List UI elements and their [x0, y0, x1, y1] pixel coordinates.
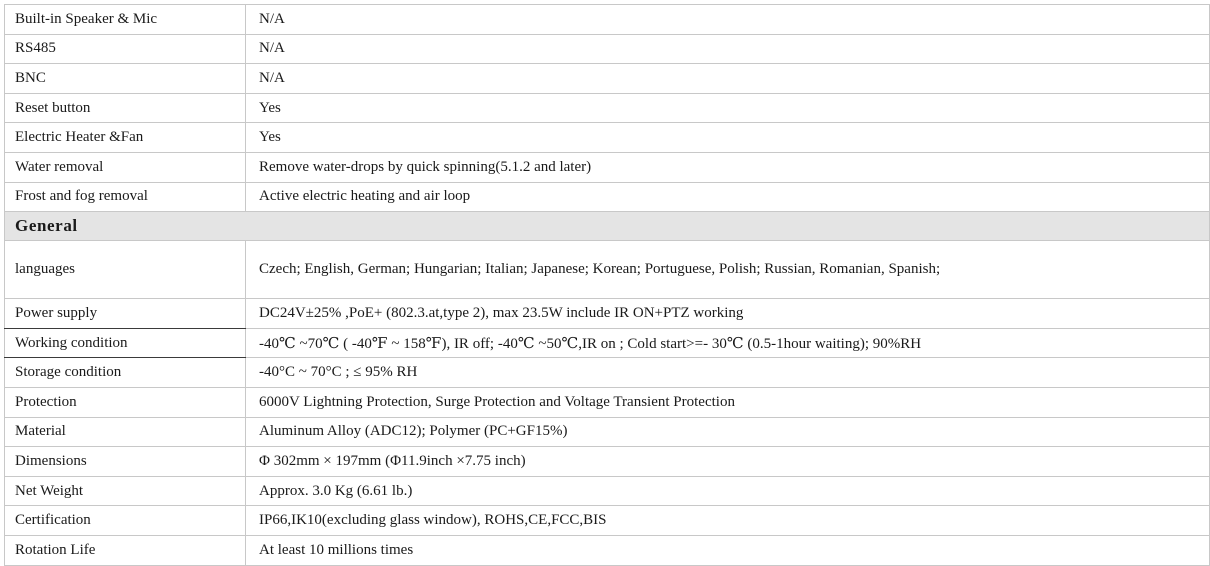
spec-label: Material: [5, 417, 246, 447]
section-title: General: [5, 212, 1210, 241]
table-row: [5, 447, 1210, 477]
table-row: [5, 417, 1210, 447]
spec-value: N/A: [246, 64, 1210, 94]
spec-label: BNC: [5, 64, 246, 94]
spec-value: Czech; English, German; Hungarian; Italian; Japanese; Korean; Portuguese, Polish; Russian, Romanian, Spanish;: [246, 241, 1210, 299]
spec-label: Net Weight: [5, 476, 246, 506]
spec-value: Active electric heating and air loop: [246, 182, 1210, 212]
table-row: [5, 123, 1210, 153]
spec-value: At least 10 millions times: [246, 535, 1210, 565]
spec-label: Dimensions: [5, 447, 246, 477]
spec-value: Remove water-drops by quick spinning(5.1.2 and later): [246, 152, 1210, 182]
spec-label: Rotation Life: [5, 535, 246, 565]
table-row: [5, 64, 1210, 94]
table-row: [5, 34, 1210, 64]
spec-value: -40℃ ~70℃ ( -40℉ ~ 158℉), IR off; -40℃ ~50℃,IR on ; Cold start>=- 30℃ (0.5-1hour waiting); 90%RH: [246, 328, 1210, 358]
table-row: [5, 93, 1210, 123]
table-row: [5, 476, 1210, 506]
spec-value: IP66,IK10(excluding glass window), ROHS,CE,FCC,BIS: [246, 506, 1210, 536]
spec-table: [4, 4, 1210, 566]
spec-value: -40°C ~ 70°C ; ≤ 95% RH: [246, 358, 1210, 388]
spec-value: Approx. 3.0 Kg (6.61 lb.): [246, 476, 1210, 506]
spec-label: Power supply: [5, 299, 246, 329]
spec-label: RS485: [5, 34, 246, 64]
section-header-row: [5, 212, 1210, 241]
table-row: [5, 182, 1210, 212]
spec-label: Reset button: [5, 93, 246, 123]
table-row: [5, 241, 1210, 299]
table-row: [5, 299, 1210, 329]
spec-value: N/A: [246, 34, 1210, 64]
spec-value: N/A: [246, 5, 1210, 35]
spec-value: DC24V±25% ,PoE+ (802.3.at,type 2), max 23.5W include IR ON+PTZ working: [246, 299, 1210, 329]
spec-value: Φ 302mm × 197mm (Φ11.9inch ×7.75 inch): [246, 447, 1210, 477]
spec-label: Electric Heater &Fan: [5, 123, 246, 153]
table-row: [5, 152, 1210, 182]
spec-label: Protection: [5, 387, 246, 417]
table-row: [5, 358, 1210, 388]
spec-label: Working condition: [5, 328, 246, 358]
table-row: [5, 5, 1210, 35]
spec-value: Yes: [246, 93, 1210, 123]
table-row: [5, 328, 1210, 358]
spec-value: Aluminum Alloy (ADC12); Polymer (PC+GF15%): [246, 417, 1210, 447]
table-row: [5, 535, 1210, 565]
spec-label: Water removal: [5, 152, 246, 182]
table-row: [5, 506, 1210, 536]
spec-label: Frost and fog removal: [5, 182, 246, 212]
spec-label: Built-in Speaker & Mic: [5, 5, 246, 35]
table-row: [5, 387, 1210, 417]
spec-label: Storage condition: [5, 358, 246, 388]
spec-label: languages: [5, 241, 246, 299]
spec-label: Certification: [5, 506, 246, 536]
spec-value: Yes: [246, 123, 1210, 153]
spec-value: 6000V Lightning Protection, Surge Protection and Voltage Transient Protection: [246, 387, 1210, 417]
